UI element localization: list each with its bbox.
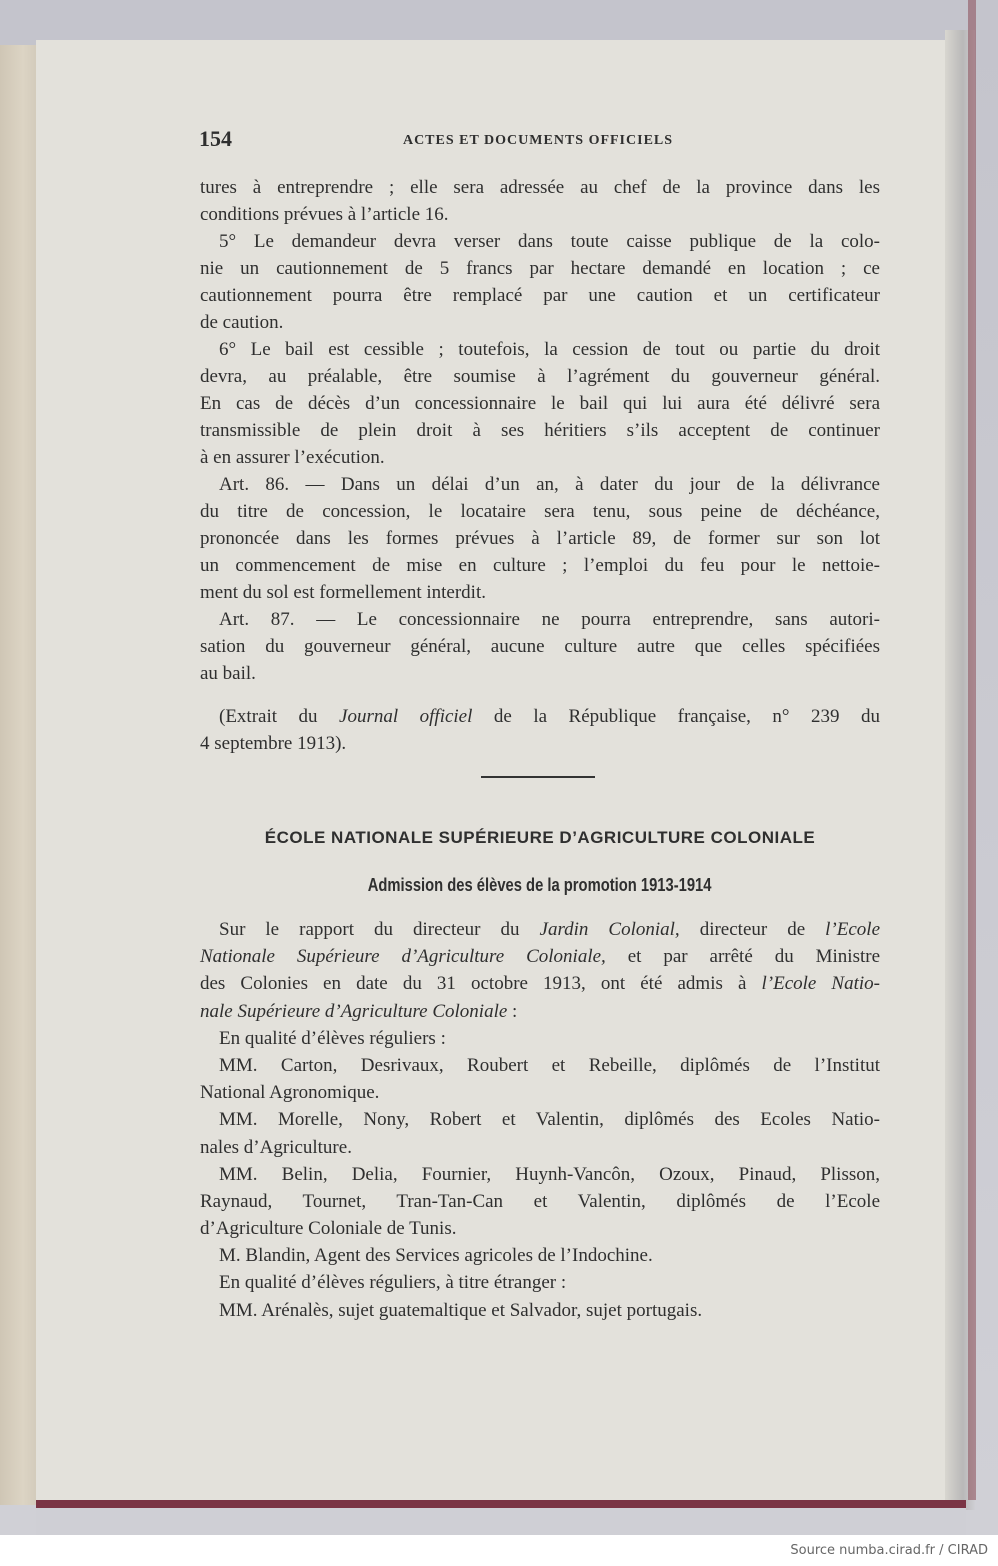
source-note — [200, 703, 880, 757]
text-line — [200, 633, 880, 660]
text-run: : — [507, 1000, 518, 1022]
text-line — [200, 703, 880, 730]
section-divider — [481, 776, 595, 778]
text-run: (Extrait du — [219, 706, 340, 727]
text-run: MM. Arénalès, sujet guatemaltique et Salvador, sujet portugais. — [219, 1299, 703, 1321]
text-run: M. Blandin, Agent des Services agricoles de l’Indochine. — [219, 1245, 653, 1267]
italic-text: nale Supérieure d’Agriculture Coloniale — [200, 1000, 508, 1022]
text-run: tures à entreprendre ; elle sera adressée au chef de la province dans les — [200, 177, 880, 198]
text-line — [200, 1106, 880, 1133]
text-line — [200, 444, 880, 471]
text-line — [200, 1079, 880, 1106]
text-line — [200, 552, 880, 579]
text-line — [200, 174, 880, 201]
text-line — [200, 390, 880, 417]
text-run: MM. Belin, Delia, Fournier, Huynh-Vancôn, Ozoux, Pinaud, Plisson, — [219, 1163, 880, 1185]
text-run: En cas de décès d’un concessionnaire le bail qui lui aura été délivré sera — [200, 393, 880, 414]
source-caption: Source numba.cirad.fr / CIRAD — [790, 1543, 988, 1558]
text-run: transmissible de plein droit à ses héritiers s’ils acceptent de continuer — [200, 420, 880, 441]
text-line — [200, 336, 880, 363]
book-cover-edge — [36, 1500, 966, 1508]
section-subtitle — [200, 875, 880, 896]
text-run: MM. Carton, Desrivaux, Roubert et Rebeille, diplômés de l’Institut — [219, 1054, 880, 1076]
text-run: nie un cautionnement de 5 francs par hectare demandé en location ; ce — [200, 258, 880, 279]
text-run: 6° Le bail est cessible ; toutefois, la cession de tout ou partie du droit — [219, 339, 880, 360]
text-run: 5° Le demandeur devra verser dans toute caisse publique de la colo- — [219, 231, 880, 252]
text-line — [200, 498, 880, 525]
text-run: d’Agriculture Coloniale de Tunis. — [200, 1218, 457, 1240]
text-run: des Colonies en date du 31 octobre 1913, ont été admis à — [200, 973, 762, 995]
text-run: à en assurer l’exécution. — [200, 447, 385, 468]
text-line — [200, 660, 880, 687]
text-run: 4 septembre 1913). — [200, 733, 347, 754]
text-run: ment du sol est formellement interdit. — [200, 582, 486, 603]
text-line — [200, 1215, 880, 1242]
text-run: Art. 86. — Dans un délai d’un an, à dater du jour de la délivrance — [219, 474, 880, 495]
text-line — [200, 1134, 880, 1161]
text-run: sation du gouverneur général, aucune culture autre que celles spécifiées — [200, 636, 880, 657]
italic-text: Jardin Colonial, — [539, 919, 680, 940]
text-line — [200, 525, 880, 552]
text-run: En qualité d’élèves réguliers, à titre étranger : — [219, 1272, 567, 1294]
text-line — [200, 579, 880, 606]
book-binding — [968, 0, 976, 1500]
text-run: En qualité d’élèves réguliers : — [219, 1027, 446, 1049]
text-line — [200, 606, 880, 633]
text-line — [200, 1269, 880, 1296]
text-line — [200, 228, 880, 255]
text-line — [200, 970, 880, 997]
text-line — [200, 309, 880, 336]
text-run: de la République française, n° 239 du — [472, 706, 881, 727]
text-run: MM. Morelle, Nony, Robert et Valentin, diplômés des Ecoles Natio- — [219, 1109, 880, 1131]
text-run: du titre de concession, le locataire sera tenu, sous peine de déchéance, — [200, 501, 880, 522]
text-run: au bail. — [200, 663, 256, 684]
text-line — [200, 1161, 880, 1188]
text-line — [200, 916, 880, 943]
text-run: National Agronomique. — [200, 1082, 380, 1104]
text-run: devra, au préalable, être soumise à l’agrément du gouverneur général. — [200, 366, 880, 387]
text-line — [200, 1188, 880, 1215]
scan-bottom — [36, 1508, 966, 1535]
text-line — [200, 1242, 880, 1269]
text-line — [200, 201, 880, 228]
section-title: ÉCOLE NATIONALE SUPÉRIEURE D’AGRICULTURE COLONIALE — [264, 828, 816, 847]
text-run: et par arrêté du Ministre — [605, 946, 881, 968]
admission-text — [200, 916, 880, 1324]
text-line — [200, 363, 880, 390]
text-line — [200, 471, 880, 498]
italic-text: Nationale Supérieure d’Agriculture Coloniale, — [200, 946, 606, 968]
text-run: cautionnement pourra être remplacé par une caution et un certificateur — [200, 285, 880, 306]
page-number: 154 — [199, 126, 232, 151]
page-edges — [0, 45, 38, 1505]
text-run: Raynaud, Tournet, Tran-Tan-Can et Valentin, diplômés de l’Ecole — [200, 1190, 880, 1212]
text-run: prononcée dans les formes prévues à l’article 89, de former sur son lot — [200, 528, 880, 549]
text-line — [200, 1052, 880, 1079]
text-run: conditions prévues à l’article 16. — [200, 204, 449, 225]
text-line — [200, 1025, 880, 1052]
text-line — [200, 417, 880, 444]
text-line — [200, 255, 880, 282]
text-run: Art. 87. — Le concessionnaire ne pourra entreprendre, sans autori- — [219, 609, 880, 630]
text-run: nales d’Agriculture. — [200, 1136, 352, 1158]
text-line — [200, 282, 880, 309]
text-line — [200, 998, 880, 1025]
italic-text: Journal officiel — [339, 706, 473, 727]
italic-text: l’Ecole — [825, 919, 881, 940]
running-head: ACTES ET DOCUMENTS OFFICIELS — [402, 133, 674, 148]
section-subtitle-text: Admission des élèves de la promotion 1913-1914 — [368, 875, 712, 895]
italic-text: l’Ecole Natio- — [761, 973, 880, 995]
text-run: directeur de — [679, 919, 826, 940]
text-run: de caution. — [200, 312, 284, 333]
article-text — [200, 174, 880, 687]
text-line — [200, 1297, 880, 1324]
text-run: un commencement de mise en culture ; l’emploi du feu pour le nettoie- — [200, 555, 880, 576]
text-run: Sur le rapport du directeur du — [219, 919, 540, 940]
text-line — [200, 943, 880, 970]
text-line — [200, 730, 880, 757]
